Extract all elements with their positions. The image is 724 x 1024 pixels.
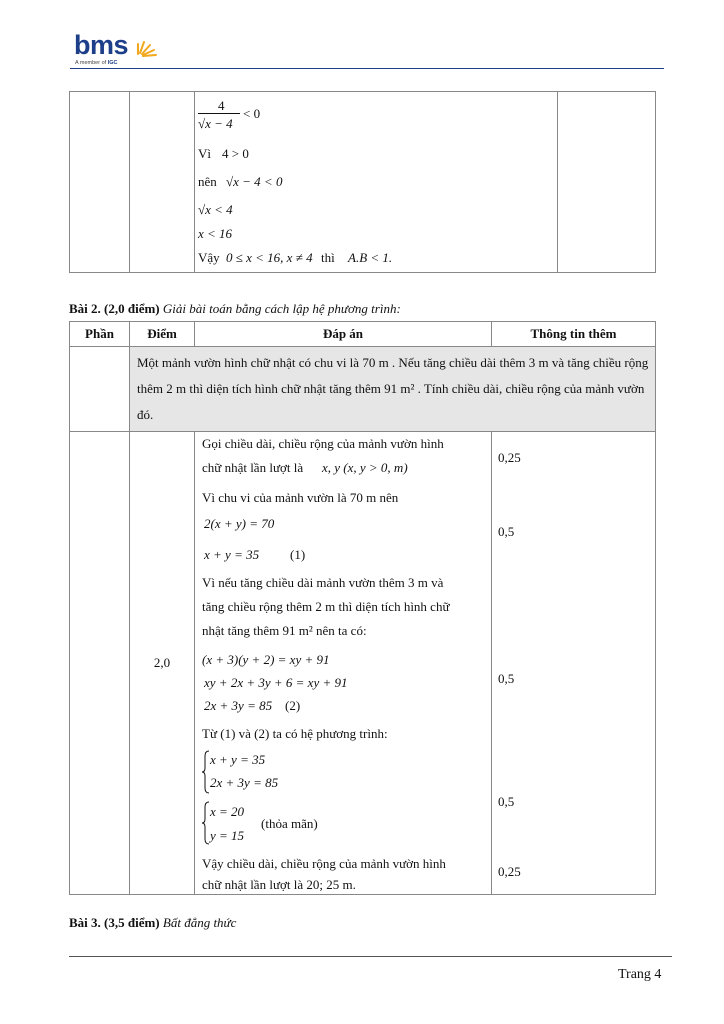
then-label: thì: [321, 250, 335, 265]
fraction-numerator: 4: [218, 98, 225, 113]
points-1: 0,25: [498, 450, 521, 465]
sol-eq-2-label: (2): [285, 698, 301, 713]
logo-tagline-prefix: A member of: [75, 60, 107, 66]
points-3: 0,5: [498, 671, 515, 686]
sun-icon: [134, 32, 160, 58]
continued-answer-table: [69, 91, 656, 273]
footer-divider: [69, 956, 672, 957]
problem-statement: Một mảnh vườn hình chữ nhật có chu vi là 70 m . Nếu tăng chiều dài thêm 3 m và tăng chiều rộng thêm 2 m thì diện tích hình chữ nhật tăng thêm 91 m² . Tính chiều dài, chiều rộng của mảnh vườn đó.: [130, 347, 656, 432]
system1-eq1: x + y = 35: [210, 752, 266, 767]
sol-line-1: Gọi chiều dài, chiều rộng của mảnh vườn hình: [202, 436, 444, 451]
bai2-table: [69, 321, 656, 895]
problem-part-cell: [70, 347, 130, 432]
conclusion-label: Vậy: [198, 250, 220, 265]
sol-line-12: Từ (1) và (2) ta có hệ phương trình:: [202, 726, 388, 741]
sol-line-14: chữ nhật lần lượt là 20; 25 m.: [202, 877, 356, 892]
conclusion-range: 0 ≤ x < 16, x ≠ 4: [226, 250, 313, 265]
because-label: Vì: [198, 146, 211, 161]
so-label: nên: [198, 174, 217, 189]
sol-eq-perimeter: 2(x + y) = 70: [204, 516, 275, 531]
extra-info-cell: [558, 92, 656, 273]
x-less-sixteen: x < 16: [198, 226, 233, 241]
sol-variables: x, y (x, y > 0, m): [322, 460, 408, 475]
bai3-subtitle: Bất đẳng thức: [162, 915, 237, 930]
total-score: 2,0: [153, 655, 171, 670]
logo-word: bms: [74, 30, 129, 60]
bai2-title: Bài 2. (2,0 điểm): [69, 301, 160, 316]
col-header-answer: Đáp án: [195, 322, 492, 347]
part-cell: [70, 92, 130, 273]
bai2-heading: [69, 301, 401, 317]
points-2: 0,5: [498, 524, 515, 539]
solution-part-cell: [70, 432, 130, 895]
col-header-part: Phần: [70, 322, 130, 347]
problem-row: [70, 347, 656, 432]
sol-eq-area: (x + 3)(y + 2) = xy + 91: [202, 652, 330, 667]
score-cell: [130, 92, 195, 273]
sqrt-minus-four: √x − 4 < 0: [226, 174, 283, 189]
solution-score-cell: [130, 432, 195, 895]
page-number: Trang 4: [618, 967, 662, 982]
sol-line-8: nhật tăng thêm 91 m² nên ta có:: [202, 623, 367, 638]
sol-line-13: Vậy chiều dài, chiều rộng của mảnh vườn hình: [202, 856, 446, 871]
sol-line-7: tăng chiều rộng thêm 2 m thì diện tích hình chữ: [202, 599, 450, 614]
bms-logo: [74, 30, 164, 70]
solution-answer-cell: [195, 432, 492, 895]
system2-eq2: y = 15: [210, 828, 245, 843]
solution-points-cell: [492, 432, 656, 895]
sol-line-6: Vì nếu tăng chiều dài mảnh vườn thêm 3 m và: [202, 575, 444, 590]
sqrt-less-four: √x < 4: [198, 202, 233, 217]
system1-eq2: 2x + 3y = 85: [210, 775, 279, 790]
four-positive: 4 > 0: [222, 146, 249, 161]
points-5: 0,25: [498, 864, 521, 879]
fraction-bar: [198, 113, 240, 114]
table-header-row: [70, 322, 656, 347]
sol-eq-expand: xy + 2x + 3y + 6 = xy + 91: [204, 675, 348, 690]
col-header-score: Điểm: [130, 322, 195, 347]
sol-line-2: chữ nhật lần lượt là: [202, 460, 304, 475]
bai3-title: Bài 3. (3,5 điểm): [69, 915, 160, 930]
logo-tagline: [75, 60, 118, 66]
system2-note: (thỏa mãn): [261, 816, 318, 831]
bai2-subtitle: Giải bài toán bằng cách lập hệ phương trình:: [162, 301, 401, 316]
ab-less-one: A.B < 1.: [348, 250, 393, 265]
inequality-less-zero: < 0: [243, 106, 261, 121]
col-header-extra: Thông tin thêm: [492, 322, 656, 347]
bai3-heading: [69, 915, 236, 931]
sol-eq-1: x + y = 35: [204, 547, 260, 562]
fraction-denominator: √x − 4: [198, 116, 233, 131]
logo-tagline-brand: IGC: [107, 60, 118, 66]
sol-eq-2: 2x + 3y = 85: [204, 698, 273, 713]
sol-eq-1-label: (1): [290, 547, 306, 562]
answer-cell: [195, 92, 558, 273]
points-4: 0,5: [498, 794, 515, 809]
solution-row: [70, 432, 656, 895]
system2-eq1: x = 20: [210, 804, 245, 819]
header-divider: [70, 68, 664, 69]
sol-line-3: Vì chu vi của mảnh vườn là 70 m nên: [202, 490, 399, 505]
